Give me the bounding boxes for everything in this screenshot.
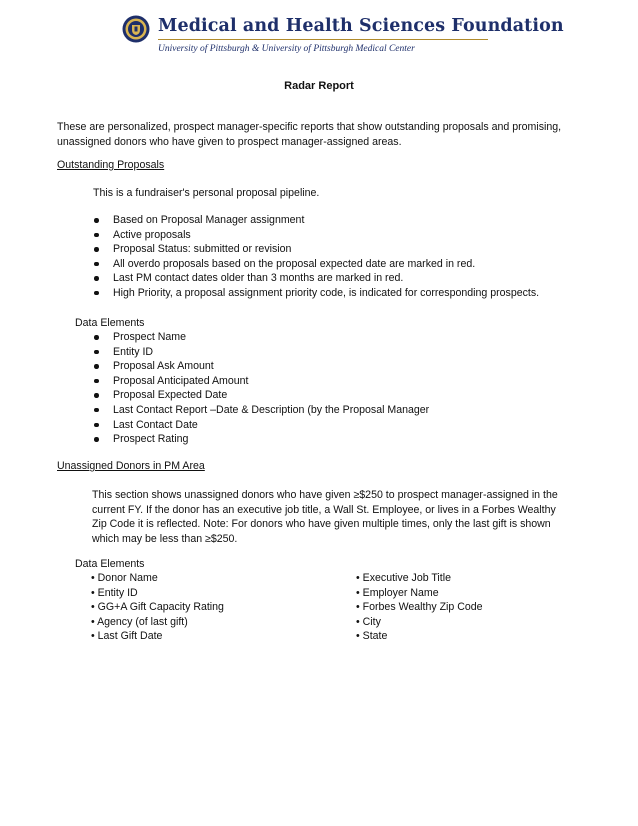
report-title: Radar Report: [284, 80, 354, 92]
section-heading-unassigned-donors[interactable]: Unassigned Donors in PM Area: [57, 460, 205, 472]
list-item: • Entity ID: [91, 586, 138, 599]
section1-data-elements-list: [91, 330, 429, 447]
bullet-icon: [94, 350, 99, 355]
bullet-icon: [94, 247, 99, 252]
section2-description: This section shows unassigned donors who have given ≥$250 to prospect manager-assigned in the current FY. If the donor has an executive job title, a Wall St. Employee, or lives in a Forbes Wealthy Zip Code it is reflected. Note: For donors who have given multiple times, only the last gift is shown which may be less than ≥$250.: [92, 489, 558, 545]
list-item: Last PM contact dates older than 3 months are marked in red.: [91, 271, 539, 286]
bullet-icon: [94, 233, 99, 238]
list-item: Proposal Status: submitted or revision: [91, 242, 539, 257]
list-item: • Forbes Wealthy Zip Code: [356, 601, 483, 614]
section2-data-elements-heading: Data Elements: [75, 558, 145, 570]
bullet-icon: [94, 408, 99, 413]
list-item: • Last Gift Date: [91, 630, 163, 643]
intro-paragraph: These are personalized, prospect manager-specific reports that show outstanding proposals and promising, unassigned donors who have given to prospect manager-assigned areas.: [57, 121, 562, 148]
list-item: Proposal Anticipated Amount: [91, 374, 429, 389]
bullet-icon: [94, 364, 99, 369]
org-subtitle: University of Pittsburgh & University of Pittsburgh Medical Center: [158, 44, 415, 54]
list-item: Proposal Expected Date: [91, 388, 429, 403]
list-item: • State: [356, 630, 388, 643]
list-item: • City: [356, 615, 381, 628]
header-logo: [118, 10, 564, 56]
section2-data-elements-columns: [91, 571, 483, 644]
bullet-icon: [94, 335, 99, 340]
bullet-icon: [94, 379, 99, 384]
list-item: Prospect Name: [91, 330, 429, 345]
header-divider: [158, 39, 488, 40]
bullet-icon: [94, 423, 99, 428]
data-elements-left-column: [91, 571, 356, 644]
bullet-icon: [94, 218, 99, 223]
bullet-icon: [94, 276, 99, 281]
list-item: • Agency (of last gift): [91, 615, 188, 628]
list-item: Last Contact Report –Date & Description (by the Proposal Manager: [91, 403, 429, 418]
bullet-icon: [94, 291, 99, 296]
bullet-icon: [94, 393, 99, 398]
data-elements-right-column: [356, 571, 483, 644]
list-item: Active proposals: [91, 228, 539, 243]
list-item: Entity ID: [91, 345, 429, 360]
bullet-icon: [94, 262, 99, 267]
section-heading-outstanding-proposals[interactable]: Outstanding Proposals: [57, 159, 165, 171]
list-item: Last Contact Date: [91, 418, 429, 433]
section1-description: This is a fundraiser's personal proposal pipeline.: [93, 187, 320, 199]
org-name: Medical and Health Sciences Foundation: [158, 16, 564, 36]
list-item: • Donor Name: [91, 572, 158, 584]
university-seal-icon: [122, 15, 150, 43]
bullet-icon: [94, 437, 99, 442]
list-item: Proposal Ask Amount: [91, 359, 429, 374]
list-item: • GG+A Gift Capacity Rating: [91, 601, 224, 614]
list-item: • Employer Name: [356, 586, 439, 599]
section1-bullet-list: [91, 213, 539, 301]
list-item: Based on Proposal Manager assignment: [91, 213, 539, 228]
list-item: All overdo proposals based on the proposal expected date are marked in red.: [91, 257, 539, 272]
section1-data-elements-heading: Data Elements: [75, 317, 145, 329]
list-item: High Priority, a proposal assignment priority code, is indicated for corresponding prospects.: [91, 286, 539, 301]
list-item: Prospect Rating: [91, 432, 429, 447]
list-item: • Executive Job Title: [356, 572, 451, 584]
